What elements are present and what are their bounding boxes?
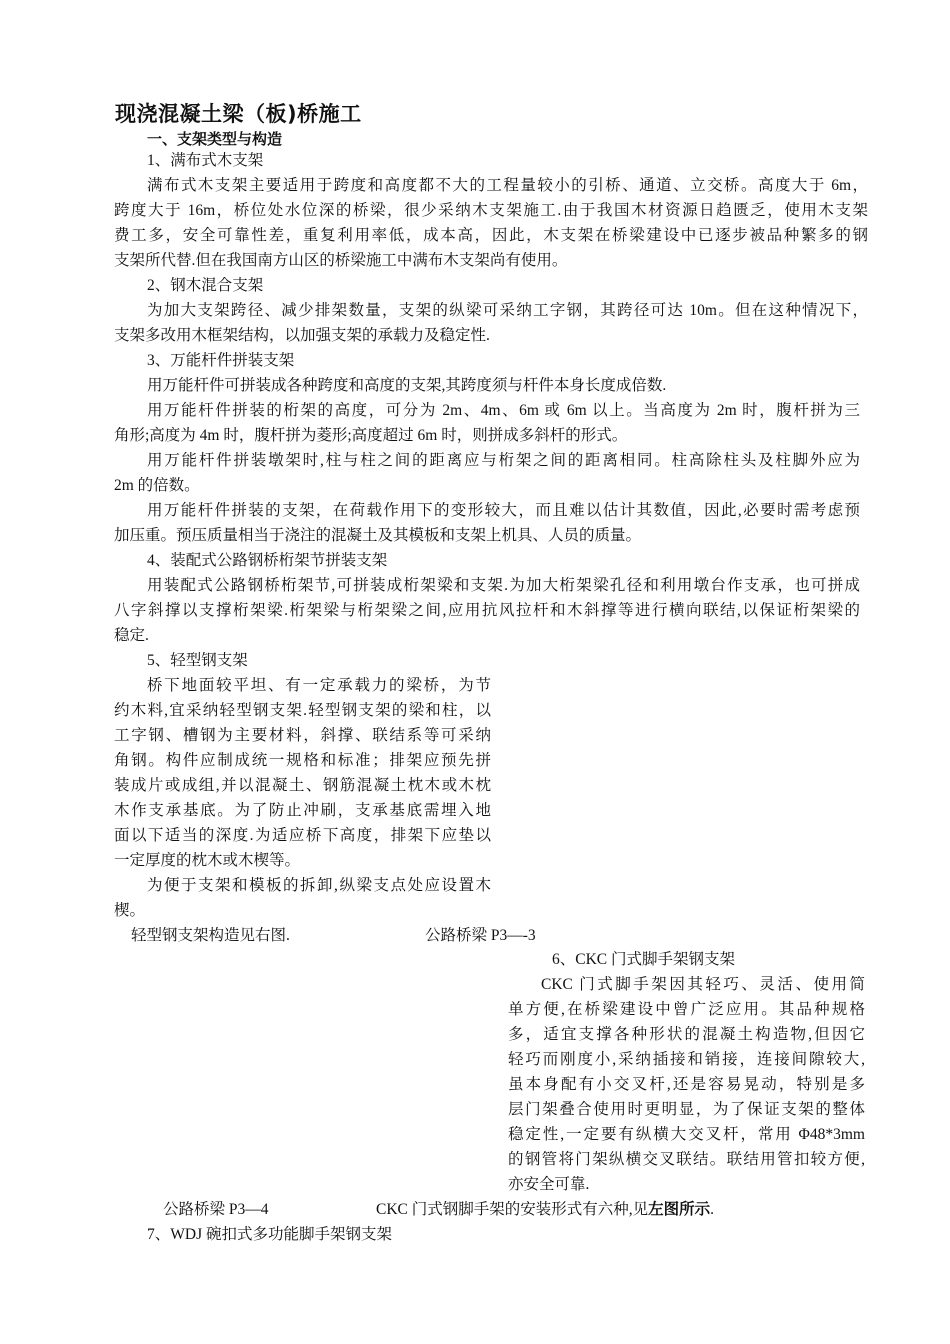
- figure-caption: [376, 1200, 714, 1220]
- paragraph-line: 的钢管将门架纵横交叉联结。联结用管扣较方便,: [508, 1151, 865, 1168]
- caption-end: .: [710, 1201, 715, 1218]
- paragraph-line: 为便于支架和模板的拆卸,纵梁支点处应设置木: [147, 877, 491, 894]
- paragraph-line: 角形;高度为 4m 时，腹杆拼为菱形;高度超过 6m 时，则拼成多斜杆的形式。: [114, 427, 628, 444]
- subheading-ckc-scaffold: 6、CKC 门式脚手架钢支架: [552, 951, 735, 968]
- document-title: 现浇混凝土梁（板)桥施工: [115, 102, 362, 126]
- paragraph-line: 楔。: [114, 902, 146, 919]
- paragraph-line: 桥下地面较平坦、有一定承载力的梁桥，为节: [147, 677, 491, 694]
- paragraph-line: 加压重。预压质量相当于浇注的混凝土及其模板和支架上机具、人员的质量。: [114, 527, 642, 544]
- paragraph-line: 装成片或成组,并以混凝土、钢筋混凝土枕木或木枕: [114, 777, 491, 794]
- paragraph-line: 用万能杆件可拼装成各种跨度和高度的支架,其跨度须与杆件本身长度成倍数.: [147, 377, 667, 394]
- paragraph-line: CKC 门式脚手架因其轻巧、灵活、使用简: [541, 976, 865, 993]
- paragraph-line: 用装配式公路钢桥桁架节,可拼装成桁架梁和支架.为加大桁架梁孔径和利用墩台作支承，也可拼成: [147, 577, 860, 594]
- paragraph-line: 费工多，安全可靠性差，重复利用率低，成本高，因此，木支架在桥梁建设中已逐步被品种繁多的钢: [114, 227, 868, 244]
- subheading-highway-truss: 4、装配式公路钢桥桁架节拼装支架: [147, 552, 388, 569]
- paragraph-line: 一定厚度的枕木或木楔等。: [114, 852, 301, 869]
- figure-reference: 公路桥梁 P3—4: [163, 1201, 269, 1218]
- paragraph-line: 工字钢、槽钢为主要材料，斜撑、联结系等可采纳: [114, 727, 491, 744]
- paragraph-line: 角钢。构件应制成统一规格和标准；排架应预先拼: [114, 752, 491, 769]
- paragraph-line: 虽本身配有小交叉杆,还是容易晃动，特别是多: [508, 1076, 865, 1093]
- paragraph-line: 2m 的倍数。: [114, 477, 200, 494]
- paragraph-line: 满布式木支架主要适用于跨度和高度都不大的工程量较小的引桥、通道、立交桥。高度大于 6m，: [147, 177, 868, 194]
- paragraph-line: 用万能杆件拼装墩架时,柱与柱之间的距离应与桁架之间的距离相同。柱高除柱头及柱脚外应为: [147, 452, 860, 469]
- paragraph-line: 用万能杆件拼装的桁架的高度，可分为 2m、4m、6m 或 6m 以上。当高度为 2m 时，腹杆拼为三: [147, 402, 860, 419]
- figure-reference: 公路桥梁 P3—-3: [425, 927, 536, 944]
- paragraph-line: 稳定性,一定要有纵横大交叉杆，常用 Φ48*3mm: [508, 1126, 865, 1143]
- paragraph-line: 用万能杆件拼装的支架，在荷载作用下的变形较大，而且难以估计其数值，因此,必要时需考虑预: [147, 502, 860, 519]
- paragraph-line: 稳定.: [114, 627, 149, 644]
- subheading-universal-members: 3、万能杆件拼装支架: [147, 352, 295, 369]
- paragraph-line: 约木料,宜采纳轻型钢支架.轻型钢支架的梁和柱，以: [114, 702, 491, 719]
- paragraph-line: 木作支承基底。为了防止冲刷，支承基底需埋入地: [114, 802, 491, 819]
- subheading-wdj-scaffold: 7、WDJ 碗扣式多功能脚手架钢支架: [147, 1226, 392, 1243]
- paragraph-line: 多，适宜支撑各种形状的混凝土构造物,但因它: [508, 1026, 865, 1043]
- subheading-light-steel: 5、轻型钢支架: [147, 652, 248, 669]
- figure-note: 轻型钢支架构造见右图.: [131, 927, 290, 944]
- paragraph-line: 支架所代替.但在我国南方山区的桥梁施工中满布木支架尚有使用。: [114, 252, 568, 269]
- paragraph-line: 轻巧而刚度小,采纳插接和销接，连接间隙较大,: [508, 1051, 865, 1068]
- paragraph-line: 为加大支架跨径、减少排架数量，支架的纵梁可采纳工字钢，其跨径可达 10m。但在这种情况下，: [147, 302, 868, 319]
- subheading-wood-support: 1、满布式木支架: [147, 152, 264, 169]
- subheading-steel-wood-support: 2、钢木混合支架: [147, 277, 264, 294]
- paragraph-line: 单方便,在桥梁建设中曾广泛应用。其品种规格: [508, 1001, 865, 1018]
- paragraph-line: 层门架叠合使用时更明显，为了保证支架的整体: [508, 1101, 865, 1118]
- paragraph-line: 面以下适当的深度.为适应桥下高度，排架下应垫以: [114, 827, 491, 844]
- paragraph-line: 亦安全可靠.: [508, 1176, 590, 1193]
- paragraph-line: 八字斜撑以支撑桁架梁.桁架梁与桁架梁之间,应用抗风拉杆和木斜撑等进行横向联结,以保证桁架梁的: [114, 602, 860, 619]
- caption-emphasis: 左图所示: [648, 1201, 711, 1218]
- section-heading-support-types: 一、支架类型与构造: [147, 130, 283, 148]
- caption-text: CKC 门式钢脚手架的安装形式有六种,见: [376, 1201, 649, 1218]
- paragraph-line: 跨度大于 16m，桥位处水位深的桥梁，很少采纳木支架施工.由于我国木材资源日趋匮乏，使用木支架: [114, 202, 868, 219]
- paragraph-line: 支架多改用木框架结构，以加强支架的承载力及稳定性.: [114, 327, 490, 344]
